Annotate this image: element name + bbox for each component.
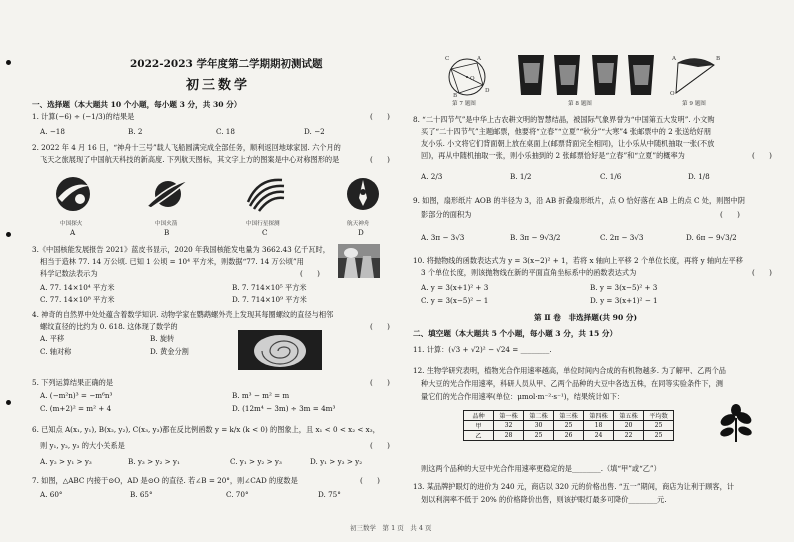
q7-option-c: C. 70° [226, 490, 249, 499]
q6-option-c: C. y₁ > y₂ > y₃ [230, 457, 282, 466]
question-12-line-4: 则这两个品种的大豆中光合作用速率更稳定的是________.（填“甲”或“乙”） [421, 464, 661, 473]
q3-option-c: C. 77. 14×10⁸ 平方米 [40, 295, 115, 304]
logo-letter-b: B [164, 228, 170, 237]
question-6-line-2: 则 y₁, y₂, y₃ 的大小关系是 [40, 441, 125, 450]
question-8-line-3: 友小乐. 小文将它们背面朝上放在桌面上(邮票背面完全相同)，让小乐从中随机抽取一张(不放 [421, 139, 715, 148]
table-header-cell: 平均数 [644, 411, 674, 421]
china-mars-logo [50, 172, 96, 216]
binding-hole [6, 232, 11, 237]
answer-bracket[interactable]: ( ) [370, 441, 390, 450]
fig7-label-o: O [470, 76, 475, 82]
page-title: 2022-2023 学年度第二学期期初测试题 [130, 58, 323, 70]
figure-8-stamps [514, 53, 662, 97]
question-10-line-2: 3 个单位长度，则该抛物线在新的平面直角坐标系中的函数表达式为 [421, 268, 637, 277]
q5-option-b: B. m³ − m² = m [232, 391, 290, 400]
q6-option-a: A. y₂ > y₁ > y₃ [40, 457, 92, 466]
question-3-line-1: 3.《中国核能发展报告 2021》蓝皮书显示，2020 年我国核能发电量为 3662.43 亿千瓦时， [32, 245, 330, 254]
q5-option-d: D. (12m⁴ − 3m) ÷ 3m = 4m³ [232, 404, 336, 413]
section-2-title: 二、填空题（本大题共 5 个小题，每小题 3 分，共 15 分） [413, 329, 618, 338]
question-9-line-2: 影部分的面积为 [421, 210, 472, 219]
q7-option-b: B. 65° [130, 490, 153, 499]
logo-caption-c: 中国行星探测 [246, 221, 280, 227]
question-2-line-1: 2. 2022 年 4 月 16 日，“神舟十三号”载人飞船圆满完成全部任务，顺利返回地球家园. 六个月的 [32, 143, 341, 152]
soybean-data-table [463, 410, 674, 441]
table-cell: 25 [644, 421, 674, 431]
question-11-stem: 11. 计算：(√3 + √2)² − √24 = ________. [413, 345, 552, 354]
table-cell: 24 [584, 431, 614, 441]
q3-option-a: A. 77. 14×10⁴ 平方米 [40, 283, 115, 292]
q4-option-a: A. 平移 [40, 334, 65, 343]
question-5-stem: 5. 下列运算结果正确的是 [32, 378, 114, 387]
table-header-cell: 第二株 [524, 411, 554, 421]
q4-option-c: C. 轴对称 [40, 347, 72, 356]
q9-option-a: A. 3π − 3√3 [421, 233, 465, 242]
nuclear-plant-photo [338, 244, 380, 278]
table-cell: 25 [554, 421, 584, 431]
part-2-title: 第 Ⅱ 卷 非选择题(共 90 分) [534, 313, 638, 322]
answer-bracket[interactable]: ( ) [752, 268, 772, 277]
q10-option-b: B. y = 3(x−5)² + 3 [590, 283, 658, 292]
table-header-row [464, 411, 674, 421]
question-12-line-2: 种大豆的光合作用速率，科研人员从甲、乙两个品种的大豆中各选五株，在同等实验条件下，测 [421, 379, 723, 388]
q7-option-a: A. 60° [40, 490, 63, 499]
table-cell: 18 [584, 421, 614, 431]
answer-bracket[interactable]: ( ) [370, 112, 390, 121]
q3-option-d: D. 7. 714×10⁹ 平方米 [232, 295, 307, 304]
q10-option-a: A. y = 3(x+1)² + 3 [421, 283, 489, 292]
table-header-cell: 第五株 [614, 411, 644, 421]
question-13-line-2: 划以利润率不低于 20% 的价格降价出售，则该护眼灯最多可降价________元. [421, 495, 667, 504]
q1-option-a: A. −18 [40, 127, 65, 136]
answer-bracket[interactable]: ( ) [370, 155, 390, 164]
table-header-cell: 第四株 [584, 411, 614, 421]
table-header-cell: 品种 [464, 411, 494, 421]
question-12-line-3: 量它们的光合作用速率(单位：μmol·m⁻²·s⁻¹)，结果统计如下： [421, 392, 625, 401]
logo-caption-d: 航天神舟 [347, 221, 370, 227]
q10-option-c: C. y = 3(x−5)² − 1 [421, 296, 489, 305]
table-row [464, 431, 674, 441]
answer-bracket[interactable]: ( ) [370, 322, 390, 331]
fig7-label-b: B [453, 93, 458, 99]
question-8-line-1: 8. “二十四节气”是中华上古农耕文明的智慧结晶，被国际气象界誉为“中国第五大发明”. 小文购 [413, 115, 715, 124]
shenzhou-logo [340, 172, 386, 216]
question-8-line-4: 回)，再从中随机抽取一张，则小乐抽到的 2 张邮票恰好是“立春”和“立夏”的概率为 [421, 151, 685, 160]
nuclear-plant-photo-art [338, 244, 380, 278]
q10-option-d: D. y = 3(x+1)² − 1 [590, 296, 658, 305]
fig9-label-o: O [670, 91, 675, 97]
question-3-line-3: 科学记数法表示为 [40, 269, 98, 278]
figure-9-caption: 第 9 题图 [682, 101, 706, 107]
q8-option-d: D. 1/8 [688, 172, 710, 181]
table-header-cell: 第一株 [494, 411, 524, 421]
q8-option-c: C. 1/6 [600, 172, 622, 181]
page-footer: 初三数学 第 1 页 共 4 页 [350, 524, 432, 532]
answer-bracket[interactable]: ( ) [752, 151, 772, 160]
q8-option-a: A. 2/3 [421, 172, 443, 181]
fig7-label-c: C [445, 56, 450, 62]
figure-7-caption: 第 7 题图 [452, 101, 476, 107]
nautilus-shell-photo [238, 330, 322, 370]
binding-hole [6, 60, 11, 65]
subject-title: 初三数学 [186, 78, 251, 93]
table-cell: 26 [554, 431, 584, 441]
q4-option-b: B. 旋转 [150, 334, 175, 343]
q3-option-b: B. 7. 714×10⁵ 平方米 [232, 283, 307, 292]
q6-option-d: D. y₁ > y₃ > y₂ [310, 457, 363, 466]
q5-option-a: A. (−m²n)³ = −m⁶n³ [40, 391, 113, 400]
question-4-line-2: 螺纹直径的比约为 0. 618. 这体现了数学的 [40, 322, 178, 331]
logo-letter-c: C [262, 228, 268, 237]
question-6-line-1: 6. 已知点 A(x₁, y₁), B(x₂, y₂), C(x₃, y₃)都在反比例函数 y = k/x (k < 0) 的图象上，且 x₁ < 0 < x₂ < x₃， [32, 425, 380, 434]
table-row [464, 421, 674, 431]
logo-letter-a: A [70, 228, 76, 237]
answer-bracket[interactable]: ( ) [300, 269, 320, 278]
question-7-stem: 7. 如图，△ABC 内接于⊙O，AD 是⊙O 的直径. 若∠B = 20°，则∠CAD 的度数是 [32, 476, 298, 485]
question-3-line-2: 相当于造林 77. 14 万公顷. 已知 1 公顷 = 10⁴ 平方米，则数据“77. 14 万公顷”用 [40, 257, 304, 266]
logo-caption-b: 中国火箭 [155, 221, 178, 227]
question-10-line-1: 10. 将抛物线的函数表达式为 y = 3(x−2)² + 1，若将 x 轴向上平移 2 个单位长度，再将 y 轴向左平移 [413, 256, 743, 265]
answer-bracket[interactable]: ( ) [720, 210, 740, 219]
logo-letter-d: D [358, 228, 364, 237]
logo-caption-a: 中国探火 [60, 221, 83, 227]
question-12-line-1: 12. 生物学研究表明，植物光合作用速率越高，单位时间内合成的有机物越多. 为了解甲、乙两个品 [413, 366, 726, 375]
question-13-line-1: 13. 某品牌护眼灯的进价为 240 元，商店以 320 元的价格出售. “五一”期间，商店为让利于顾客，计 [413, 482, 734, 491]
soybean-plant-illustration [716, 404, 756, 444]
table-cell: 20 [614, 421, 644, 431]
nautilus-shell-art [238, 330, 322, 370]
q4-option-d: D. 黄金分割 [150, 347, 189, 356]
table-cell: 25 [524, 431, 554, 441]
question-4-line-1: 4. 神奇的自然界中处处蕴含着数学知识. 动物学家在鹦鹉螺外壳上发现其每圈螺纹的直径与相邻 [32, 310, 334, 319]
figure-8-caption: 第 8 题图 [568, 101, 592, 107]
fig7-label-d: D [485, 88, 490, 94]
table-cell: 乙 [464, 431, 494, 441]
question-2-line-2: 飞天之旅展现了中国航天科技的新高度. 下列航天图标，其文字上方的图案是中心对称图形的是 [40, 155, 340, 164]
q8-option-b: B. 1/2 [510, 172, 532, 181]
fig7-label-a: A [477, 56, 482, 62]
q9-option-d: D. 6π − 9√3/2 [686, 233, 737, 242]
q1-option-b: B. 2 [128, 127, 143, 136]
table-cell: 22 [614, 431, 644, 441]
question-1-stem: 1. 计算(−6) ÷ (−1/3)的结果是 [32, 112, 135, 121]
planet-exploration-logo [242, 172, 288, 216]
question-9-line-1: 9. 如图，扇形纸片 AOB 的半径为 3，沿 AB 折叠扇形纸片，点 O 恰好落在 AB 上的点 C 处，则图中阴 [413, 196, 745, 205]
table-cell: 30 [524, 421, 554, 431]
table-cell: 25 [644, 431, 674, 441]
q9-option-b: B. 3π − 9√3/2 [510, 233, 561, 242]
table-cell: 32 [494, 421, 524, 431]
q7-option-d: D. 75° [318, 490, 341, 499]
q6-option-b: B. y₃ > y₂ > y₁ [128, 457, 180, 466]
table-cell: 甲 [464, 421, 494, 431]
q5-option-c: C. (m+2)² = m² + 4 [40, 404, 112, 413]
fig9-label-a: A [672, 56, 677, 62]
section-1-title: 一、选择题（本大题共 10 个小题，每小题 3 分，共 30 分） [32, 100, 242, 109]
table-cell: 28 [494, 431, 524, 441]
binding-hole [6, 400, 11, 405]
answer-bracket[interactable]: ( ) [370, 378, 390, 387]
table-header-cell: 第三株 [554, 411, 584, 421]
answer-bracket[interactable]: ( ) [360, 476, 380, 485]
q1-option-c: C. 18 [216, 127, 235, 136]
fig9-label-b: B [716, 56, 721, 62]
q9-option-c: C. 2π − 3√3 [600, 233, 644, 242]
q1-option-d: D. −2 [304, 127, 325, 136]
china-rocket-logo [145, 172, 191, 216]
question-8-line-2: 买了“二十四节气”主题邮票，他要将“立春”“立夏”“秋分”“大寒”4 张邮票中的 2 张送给好朋 [421, 127, 711, 136]
